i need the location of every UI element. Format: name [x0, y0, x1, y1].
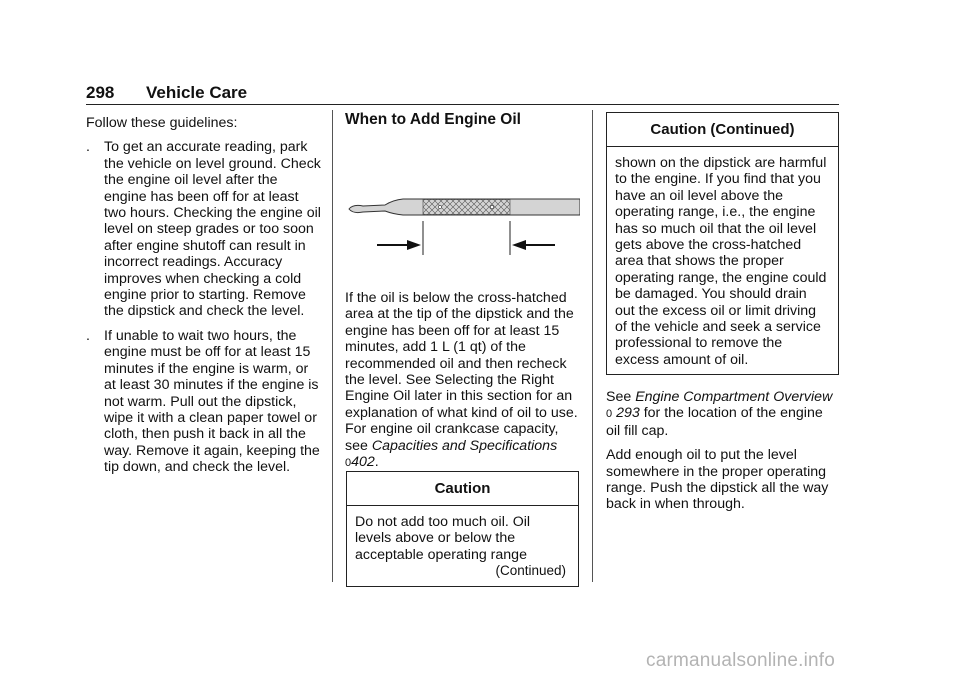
see-prefix: See [606, 389, 636, 405]
cross-reference-page[interactable]: 293 [616, 405, 640, 422]
section-heading: When to Add Engine Oil [345, 111, 521, 128]
page-header [86, 80, 839, 105]
section-title: Vehicle Care [146, 83, 248, 102]
add-oil-paragraph [345, 290, 581, 471]
cross-reference-title[interactable]: Engine Compartment Overview [635, 389, 833, 405]
bullet-marker: . [86, 139, 90, 156]
list-item [86, 139, 322, 319]
fill-cap-paragraph [606, 389, 838, 439]
caution-box [346, 471, 579, 587]
cross-reference-page[interactable]: 402 [351, 454, 375, 471]
caution-body [347, 506, 578, 586]
page-number: 298 [86, 83, 115, 102]
see-suffix: for the location of the engine oil fill cap. [606, 405, 823, 439]
bullet-text: If unable to wait two hours, the engine must be off for at least 15 minutes if the engine is warm, or at least 30 minutes if the engine is not warm. Pull out the dipstick, wipe it with a clean paper towel or cloth, then push it back in all the way. Remove it again, keeping the tip down, and check the level. [104, 327, 320, 476]
arrow-right-icon [377, 240, 421, 250]
watermark: carmanualsonline.info [646, 650, 836, 671]
column-2 [345, 112, 581, 128]
dipstick-blade [349, 199, 580, 215]
add-oil-paragraph-block [345, 290, 581, 471]
dipstick-illustration [345, 183, 580, 263]
continued-label: (Continued) [495, 563, 566, 579]
bullet-text: To get an accurate reading, park the vehicle on level ground. Check the engine oil level after the engine has been off for at least two hours. Checking the engine oil level on steep grades or too soon after engine shutoff can result in incorrect readings. Accuracy improves when checking a cold engine prior to starting. Remove the dipstick and check the level. [104, 139, 321, 320]
paragraph-text: If the oil is below the cross-hatched area at the tip of the dipstick and the engine has been off for at least 15 minutes, add 1 L (1 qt) of the recommended oil and then recheck the level. See Selecting the Right Engine Oil later in this section for an explanation of what kind of oil to use. For engine oil crankcase capacity, see [345, 290, 578, 454]
column-1 [86, 115, 322, 484]
arrow-left-icon [512, 240, 555, 250]
caution-title: Caution [347, 472, 578, 506]
column-divider-2 [592, 110, 593, 582]
page-reference-icon: 0 [345, 457, 352, 470]
add-enough-oil-paragraph: Add enough oil to put the level somewhere in the proper operating range. Push the dipstick all the way back in when through. [606, 447, 829, 513]
column-divider-1 [332, 110, 333, 582]
cross-reference-title[interactable]: Capacities and Specifications [371, 437, 558, 454]
caution-continued-title: Caution (Continued) [607, 113, 838, 147]
column-3-text [606, 389, 838, 521]
guidelines-intro: Follow these guidelines: [86, 115, 238, 131]
list-item [86, 328, 322, 476]
caution-text: Do not add too much oil. Oil levels above or below the acceptable operating range [355, 514, 531, 563]
caution-continued-box [606, 112, 839, 375]
sentence-end: . [374, 454, 379, 471]
page-reference-icon: 0 [606, 408, 613, 421]
caution-continued-body: shown on the dipstick are harmful to the engine. If you find that you have an oil level above the operating range, i.e., the engine has so much oil that the oil level gets above the cross-hatched area that shows the proper operating range, the engine could be damaged. You should drain out the excess oil or limit driving of the vehicle and seek a service professional to remove the excess amount of oil. [615, 155, 827, 368]
bullet-marker: . [86, 327, 90, 344]
